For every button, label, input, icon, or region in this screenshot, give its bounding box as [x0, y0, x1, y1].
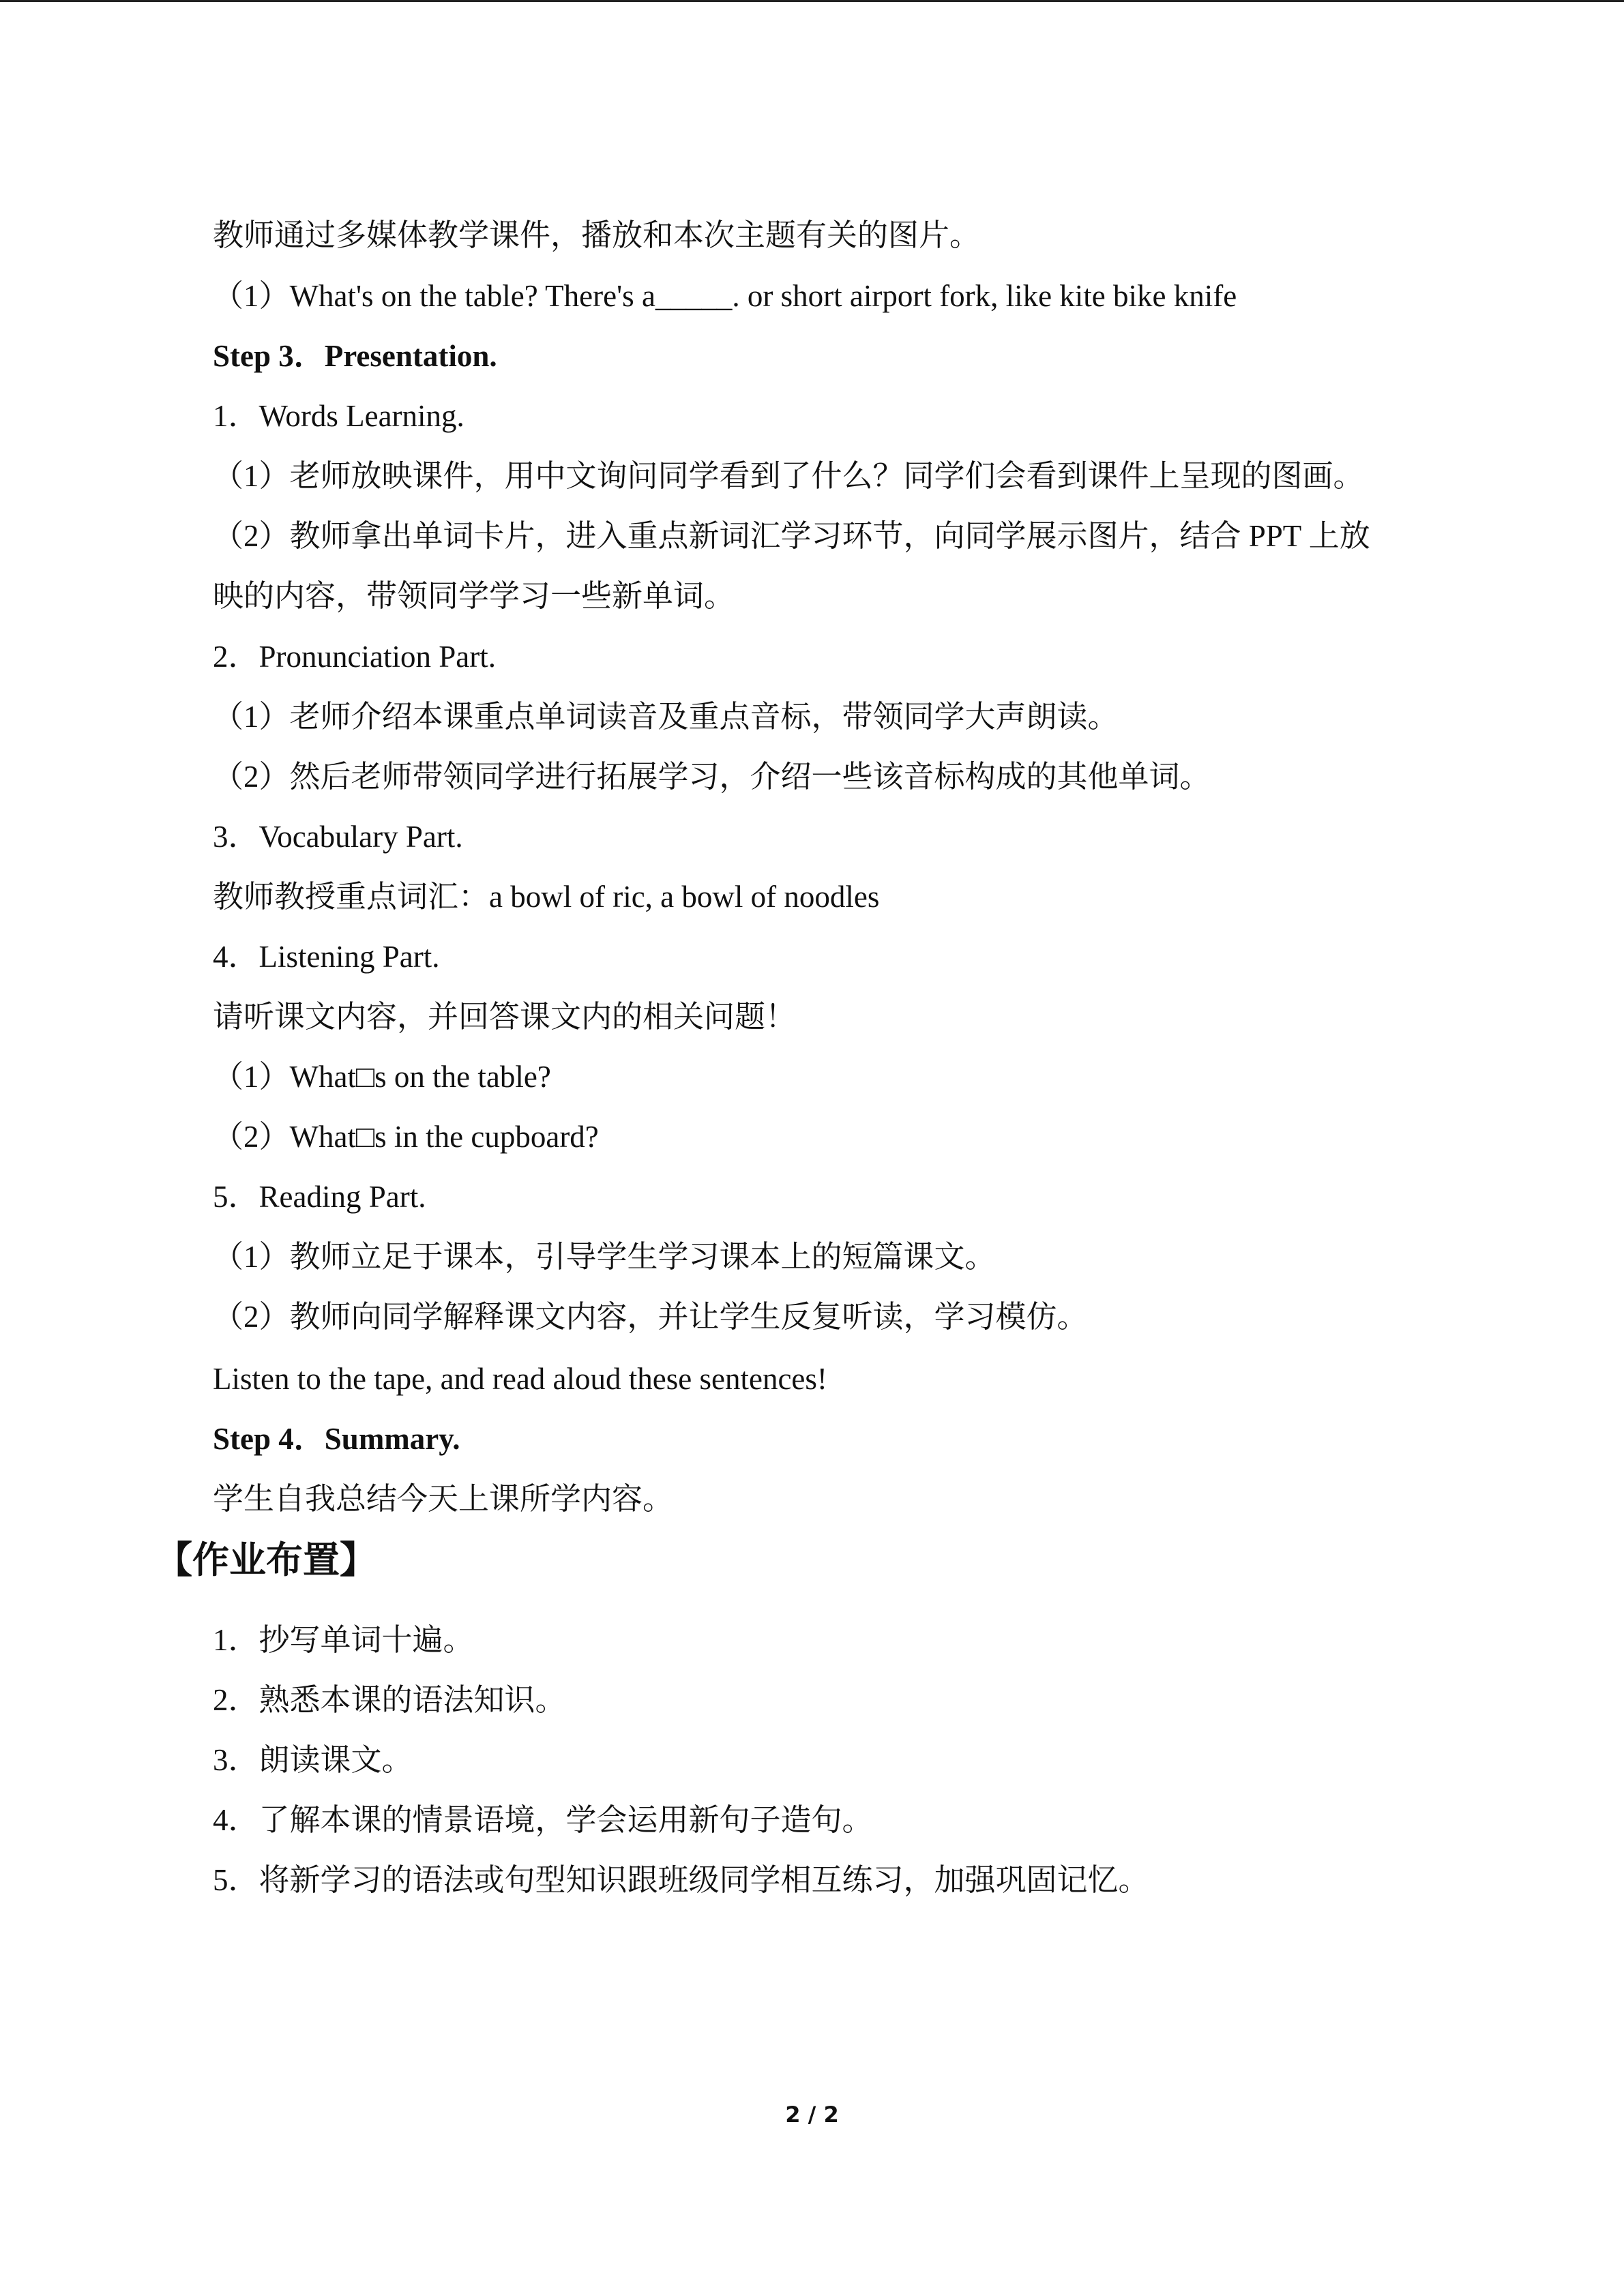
intro-text: 教师通过多媒体教学课件，播放和本次主题有关的图片。: [213, 218, 981, 252]
pronunciation-item-1: （1）老师介绍本课重点单词读音及重点音标，带领同学大声朗读。: [213, 700, 1119, 734]
reading-english-line: Listen to the tape, and read aloud these sentences!: [213, 1362, 827, 1396]
reading-item-1: （1）教师立足于课本，引导学生学习课本上的短篇课文。: [213, 1240, 996, 1274]
homework-item-1: 1．抄写单词十遍。: [213, 1623, 474, 1657]
listening-instruction: 请听课文内容，并回答课文内的相关问题！: [213, 1000, 797, 1034]
listening-title: 4．Listening Part.: [213, 940, 440, 974]
homework-item-2: 2．熟悉本课的语法知识。: [213, 1683, 566, 1717]
words-learning-item-1: （1）老师放映课件，用中文询问同学看到了什么？同学们会看到课件上呈现的图画。: [213, 459, 1364, 493]
words-learning-title: 1．Words Learning.: [213, 399, 464, 433]
words-learning-item-2-cont: 映的内容，带领同学学习一些新单词。: [213, 579, 735, 613]
listening-question-1: （1）What□s on the table?: [213, 1060, 551, 1094]
reading-title: 5．Reading Part.: [213, 1180, 426, 1214]
step3-heading: Step 3．Presentation.: [213, 339, 497, 373]
pronunciation-item-2: （2）然后老师带领同学进行拓展学习，介绍一些该音标构成的其他单词。: [213, 760, 1211, 794]
page-number: 2 / 2: [785, 2102, 839, 2128]
vocabulary-title: 3．Vocabulary Part.: [213, 820, 463, 854]
reading-item-2: （2）教师向同学解释课文内容，并让学生反复听读，学习模仿。: [213, 1300, 1088, 1334]
question-fill-blank: （1）What's on the table? There's a_____. or short airport fork, like kite bike knife: [213, 279, 1237, 313]
homework-item-5: 5．将新学习的语法或句型知识跟班级同学相互练习，加强巩固记忆。: [213, 1863, 1149, 1897]
pronunciation-title: 2．Pronunciation Part.: [213, 640, 496, 674]
page-top-border: [0, 0, 1624, 2]
homework-heading: 【作业布置】: [156, 1538, 377, 1581]
words-learning-item-2: （2）教师拿出单词卡片，进入重点新词汇学习环节，向同学展示图片，结合 PPT 上放: [213, 519, 1370, 553]
vocabulary-text: 教师教授重点词汇：a bowl of ric, a bowl of noodles: [213, 880, 880, 914]
homework-item-4: 4．了解本课的情景语境，学会运用新句子造句。: [213, 1803, 873, 1837]
listening-question-2: （2）What□s in the cupboard?: [213, 1120, 599, 1154]
summary-text: 学生自我总结今天上课所学内容。: [213, 1482, 674, 1516]
step4-heading: Step 4．Summary.: [213, 1422, 460, 1456]
homework-item-3: 3．朗读课文。: [213, 1743, 413, 1777]
